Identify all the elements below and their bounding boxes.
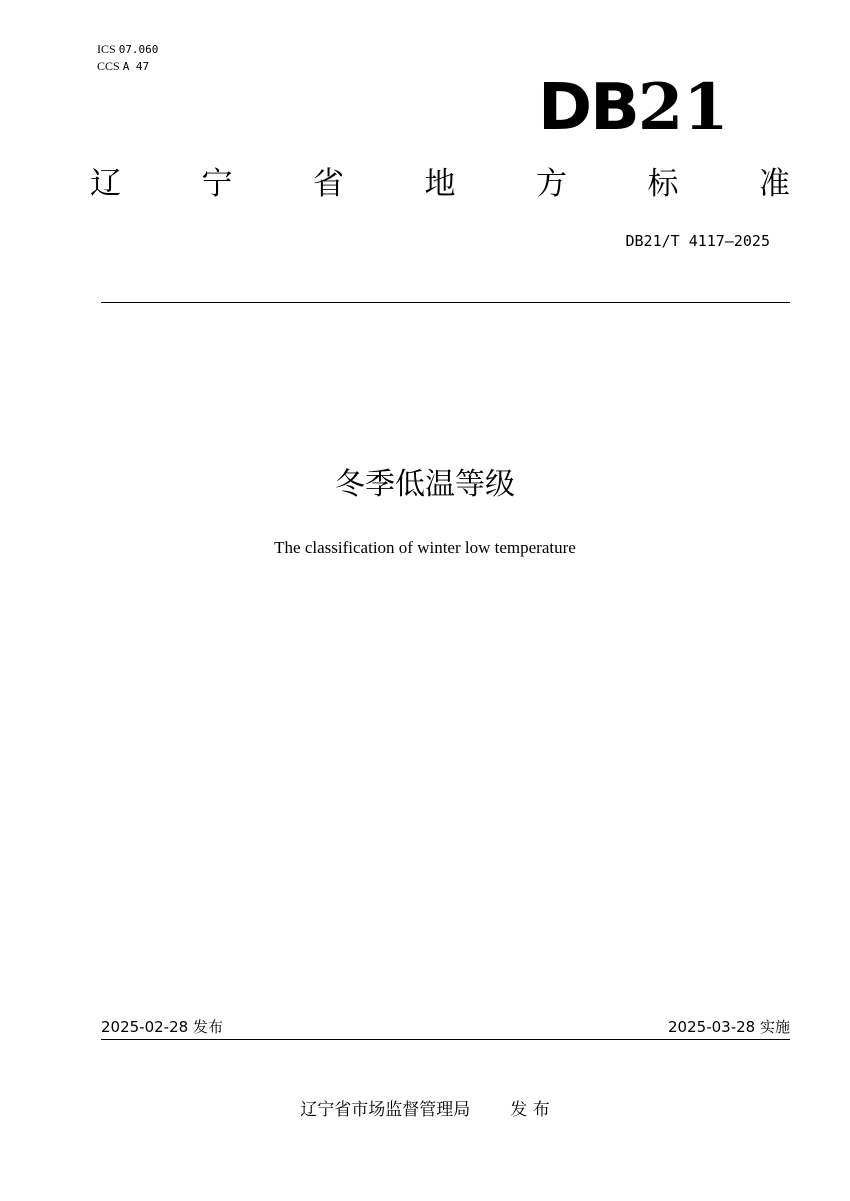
- standard-number: DB21/T 4117—2025: [625, 232, 770, 250]
- implement-date-line: [668, 1017, 790, 1037]
- standard-type-heading: [90, 160, 790, 208]
- document-title-english: The classification of winter low temperature: [274, 538, 576, 557]
- standard-type-char: 省: [313, 166, 344, 202]
- ccs-value: A 47: [122, 60, 150, 73]
- ccs-label: CCS: [97, 59, 120, 73]
- publish-date-line: [101, 1017, 223, 1037]
- ics-value: 07.060: [118, 43, 159, 56]
- standard-type-char: 辽: [90, 166, 121, 202]
- implement-label: 实施: [759, 1018, 790, 1036]
- ics-code: [97, 42, 158, 59]
- document-title-chinese: 冬季低温等级: [335, 467, 515, 502]
- standard-type-char: 标: [647, 166, 679, 202]
- issuer-action: 发 布: [510, 1100, 550, 1120]
- publish-label: 发布: [192, 1018, 223, 1036]
- top-divider: [101, 302, 790, 303]
- logo-db-text: DB: [538, 71, 638, 145]
- standard-type-char: 宁: [201, 166, 233, 202]
- standard-type-char: 准: [759, 166, 790, 202]
- publish-date: 2025-02-28: [101, 1018, 189, 1036]
- implement-date: 2025-03-28: [668, 1018, 756, 1036]
- issuing-authority: [0, 1099, 850, 1121]
- standard-type-char: 方: [536, 166, 567, 202]
- classification-codes: [97, 42, 158, 76]
- ccs-code: [97, 59, 158, 76]
- issuer-name: 辽宁省市场监督管理局: [300, 1100, 471, 1120]
- ics-label: ICS: [97, 42, 116, 56]
- logo-number-text: 21: [637, 70, 729, 145]
- standard-type-char: 地: [424, 166, 456, 202]
- bottom-divider: [101, 1039, 790, 1040]
- db21-logo: [538, 68, 732, 148]
